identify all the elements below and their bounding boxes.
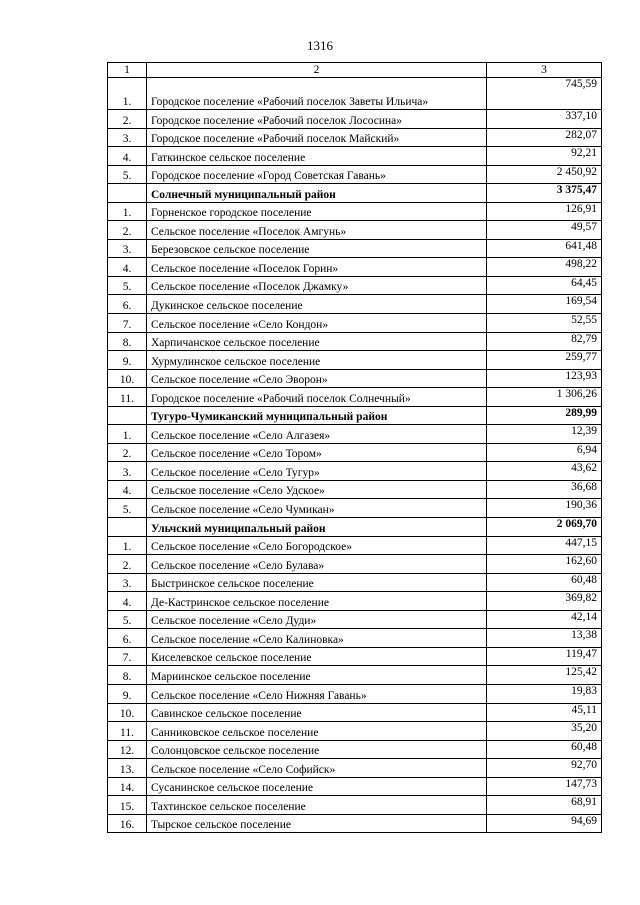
settlement-name: Дукинское сельское поселение (147, 295, 487, 314)
settlement-name: Киселевское сельское поселение (147, 647, 487, 666)
amount-value: 45,11 (487, 703, 602, 722)
settlement-name: Сельское поселение «Село Эворон» (147, 369, 487, 388)
row-number: 5. (108, 499, 147, 518)
table-row (108, 388, 602, 407)
table-row (108, 369, 602, 388)
table-row (108, 239, 602, 258)
row-number: 1. (108, 202, 147, 221)
settlement-name: Тахтинское сельское поселение (147, 796, 487, 815)
settlement-name: Сельское поселение «Поселок Амгунь» (147, 221, 487, 240)
amount-value: 35,20 (487, 722, 602, 741)
table-row (108, 647, 602, 666)
settlement-name: Мариинское сельское поселение (147, 666, 487, 685)
settlement-name: Сельское поселение «Село Нижняя Гавань» (147, 684, 487, 703)
amount-value: 94,69 (487, 814, 602, 833)
amount-value: 447,15 (487, 536, 602, 555)
table-row (108, 443, 602, 462)
table-row (108, 684, 602, 703)
amount-value: 60,48 (487, 573, 602, 592)
row-number: 3. (108, 573, 147, 592)
settlement-name: Сельское поселение «Село Тором» (147, 443, 487, 462)
row-number (108, 184, 147, 203)
amount-value: 42,14 (487, 610, 602, 629)
settlement-name: Городское поселение «Рабочий поселок Солнечный» (147, 388, 487, 407)
settlement-name: Сельское поселение «Село Алгазея» (147, 425, 487, 444)
amount-value: 60,48 (487, 740, 602, 759)
amount-value: 125,42 (487, 666, 602, 685)
table-row (108, 796, 602, 815)
table-row (108, 740, 602, 759)
settlement-name: Сельское поселение «Село Удское» (147, 480, 487, 499)
row-number: 11. (108, 388, 147, 407)
table-row (108, 722, 602, 741)
amount-value: 259,77 (487, 351, 602, 370)
table-row (108, 759, 602, 778)
amount-value: 147,73 (487, 777, 602, 796)
settlement-name: Хурмулинское сельское поселение (147, 351, 487, 370)
settlement-name: Сельское поселение «Село Дуди» (147, 610, 487, 629)
amount-value: 119,47 (487, 647, 602, 666)
table-row (108, 629, 602, 648)
table-row (108, 499, 602, 518)
table-row (108, 703, 602, 722)
district-row (108, 406, 602, 425)
amount-value: 64,45 (487, 276, 602, 295)
amount-value: 169,54 (487, 295, 602, 314)
row-number: 3. (108, 462, 147, 481)
settlement-name: Сельское поселение «Село Тугур» (147, 462, 487, 481)
table-row (108, 78, 602, 110)
row-number: 12. (108, 740, 147, 759)
table-row (108, 536, 602, 555)
row-number: 5. (108, 276, 147, 295)
amount-value: 498,22 (487, 258, 602, 277)
amount-value: 190,36 (487, 499, 602, 518)
amount-value: 369,82 (487, 592, 602, 611)
settlement-name: Савинское сельское поселение (147, 703, 487, 722)
amount-value: 19,83 (487, 684, 602, 703)
settlement-name: Солнечный муниципальный район (147, 184, 487, 203)
row-number: 10. (108, 703, 147, 722)
row-number: 9. (108, 351, 147, 370)
amount-value: 641,48 (487, 239, 602, 258)
row-number: 14. (108, 777, 147, 796)
amount-value: 162,60 (487, 555, 602, 574)
row-number (108, 518, 147, 537)
row-number: 7. (108, 314, 147, 333)
table-row (108, 592, 602, 611)
settlement-name: Быстринское сельское поселение (147, 573, 487, 592)
row-number: 4. (108, 592, 147, 611)
row-number: 8. (108, 666, 147, 685)
row-number: 11. (108, 722, 147, 741)
amount-value: 13,38 (487, 629, 602, 648)
table-row (108, 128, 602, 147)
settlement-name: Горненское городское поселение (147, 202, 487, 221)
table-row (108, 814, 602, 833)
table-row (108, 165, 602, 184)
settlement-name: Сельское поселение «Село Калиновка» (147, 629, 487, 648)
table-header-row (108, 63, 602, 78)
amount-value: 82,79 (487, 332, 602, 351)
amount-value: 92,70 (487, 759, 602, 778)
table-row (108, 480, 602, 499)
row-number: 9. (108, 684, 147, 703)
table-row (108, 276, 602, 295)
amount-value: 52,55 (487, 314, 602, 333)
row-number: 10. (108, 369, 147, 388)
table-row (108, 221, 602, 240)
amount-value: 282,07 (487, 128, 602, 147)
settlement-name: Сельское поселение «Село Чумикан» (147, 499, 487, 518)
row-number: 5. (108, 610, 147, 629)
amount-value: 126,91 (487, 202, 602, 221)
table-row (108, 110, 602, 129)
row-number: 1. (108, 425, 147, 444)
amount-value: 123,93 (487, 369, 602, 388)
row-number: 6. (108, 629, 147, 648)
settlement-name: Солонцовское сельское поселение (147, 740, 487, 759)
amount-value: 36,68 (487, 480, 602, 499)
table-row (108, 314, 602, 333)
row-number: 7. (108, 647, 147, 666)
table-row (108, 351, 602, 370)
table-row (108, 425, 602, 444)
table-body (108, 78, 602, 833)
settlement-name: Городское поселение «Рабочий поселок Майский» (147, 128, 487, 147)
amount-value: 12,39 (487, 425, 602, 444)
amount-value: 337,10 (487, 110, 602, 129)
amount-value: 6,94 (487, 443, 602, 462)
table-row (108, 295, 602, 314)
row-number: 1. (108, 78, 147, 110)
amount-value: 92,21 (487, 147, 602, 166)
row-number: 2. (108, 555, 147, 574)
settlement-name: Сельское поселение «Село Богородское» (147, 536, 487, 555)
amount-value: 68,91 (487, 796, 602, 815)
settlement-name: Городское поселение «Город Советская Гавань» (147, 165, 487, 184)
row-number: 2. (108, 443, 147, 462)
settlement-name: Сельское поселение «Село Кондон» (147, 314, 487, 333)
header-col-1: 1 (108, 63, 147, 78)
header-col-2: 2 (147, 63, 487, 78)
row-number: 4. (108, 480, 147, 499)
table-row (108, 147, 602, 166)
amount-value: 2 069,70 (487, 518, 602, 537)
settlement-name: Тырское сельское поселение (147, 814, 487, 833)
row-number: 3. (108, 239, 147, 258)
amount-value: 1 306,26 (487, 388, 602, 407)
settlement-name: Сусанинское сельское поселение (147, 777, 487, 796)
row-number: 2. (108, 221, 147, 240)
row-number: 15. (108, 796, 147, 815)
settlement-name: Городское поселение «Рабочий поселок Лососина» (147, 110, 487, 129)
row-number: 3. (108, 128, 147, 147)
settlement-name: Березовское сельское поселение (147, 239, 487, 258)
table-row (108, 555, 602, 574)
amount-value: 3 375,47 (487, 184, 602, 203)
settlement-name: Тугуро-Чумиканский муниципальный район (147, 406, 487, 425)
table-row (108, 573, 602, 592)
settlement-name: Сельское поселение «Село Софийск» (147, 759, 487, 778)
settlement-name: Гаткинское сельское поселение (147, 147, 487, 166)
settlement-name: Сельское поселение «Поселок Джамку» (147, 276, 487, 295)
table-row (108, 202, 602, 221)
table-row (108, 610, 602, 629)
row-number: 2. (108, 110, 147, 129)
settlement-name: Сельское поселение «Село Булава» (147, 555, 487, 574)
row-number (108, 406, 147, 425)
table-row (108, 462, 602, 481)
settlement-name: Сельское поселение «Поселок Горин» (147, 258, 487, 277)
row-number: 5. (108, 165, 147, 184)
settlement-name: Де-Кастринское сельское поселение (147, 592, 487, 611)
settlement-name: Ульчский муниципальный район (147, 518, 487, 537)
amount-value: 745,59 (487, 78, 602, 110)
row-number: 6. (108, 295, 147, 314)
table-row (108, 777, 602, 796)
header-col-3: 3 (487, 63, 602, 78)
table-row (108, 666, 602, 685)
row-number: 4. (108, 147, 147, 166)
row-number: 4. (108, 258, 147, 277)
amount-value: 43,62 (487, 462, 602, 481)
page-number: 1316 (307, 38, 333, 53)
row-number: 16. (108, 814, 147, 833)
row-number: 13. (108, 759, 147, 778)
amount-value: 2 450,92 (487, 165, 602, 184)
district-row (108, 184, 602, 203)
settlement-name: Санниковское сельское поселение (147, 722, 487, 741)
table-row (108, 332, 602, 351)
settlement-name: Городское поселение «Рабочий поселок Заветы Ильича» (147, 78, 487, 110)
settlement-name: Харпичанское сельское поселение (147, 332, 487, 351)
row-number: 1. (108, 536, 147, 555)
table-row (108, 258, 602, 277)
row-number: 8. (108, 332, 147, 351)
amount-value: 289,99 (487, 406, 602, 425)
amount-value: 49,57 (487, 221, 602, 240)
district-row (108, 518, 602, 537)
settlements-table (107, 62, 602, 833)
